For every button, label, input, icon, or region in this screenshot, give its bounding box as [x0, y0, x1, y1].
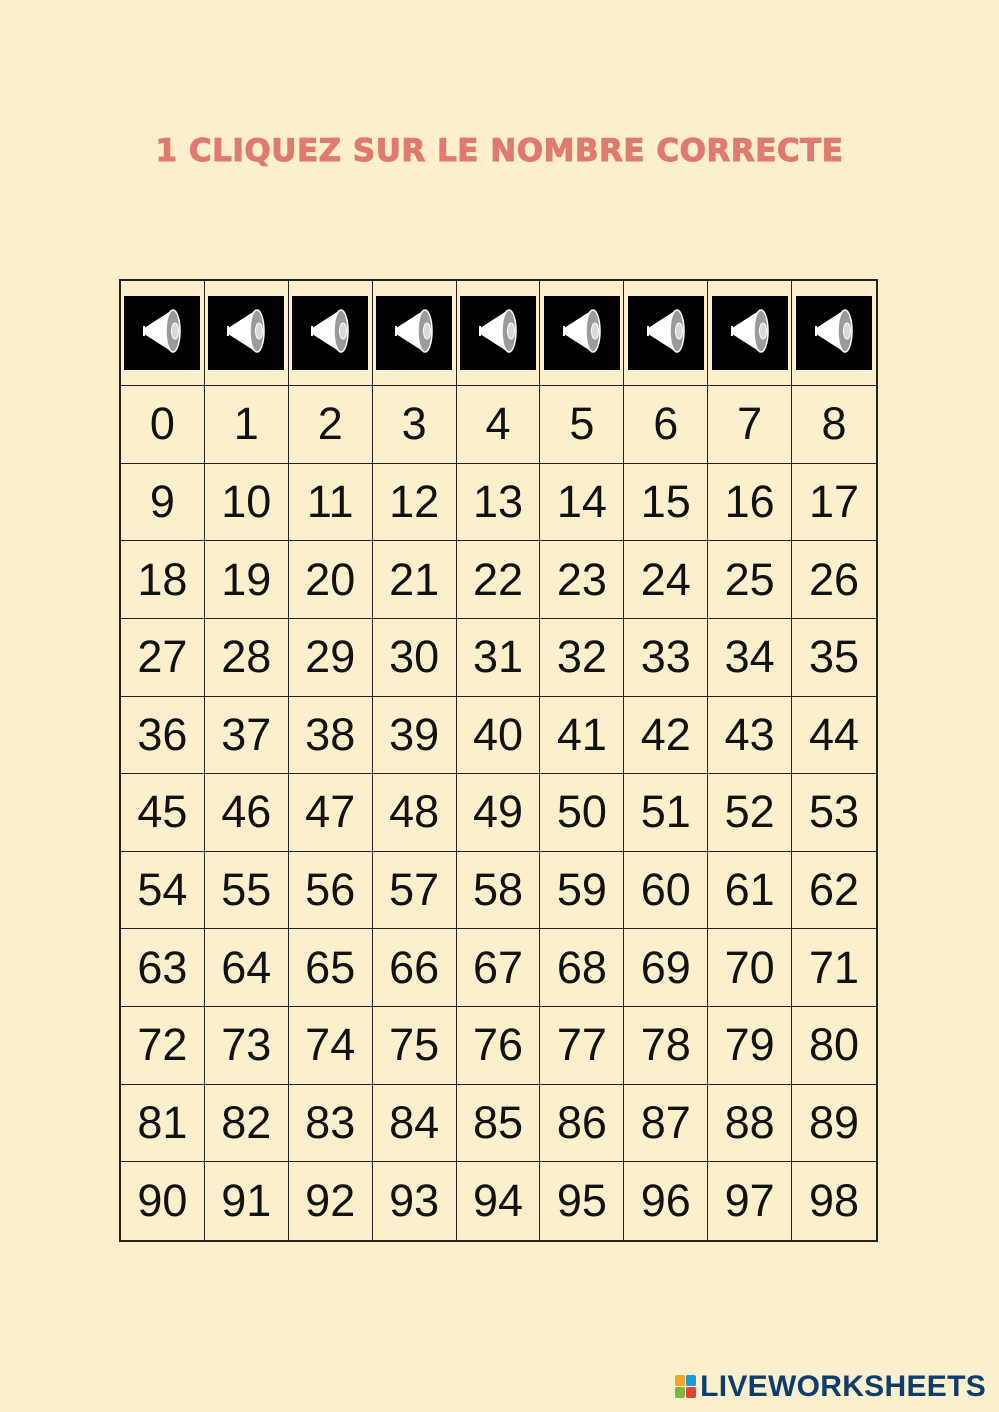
number-cell[interactable]: 63: [121, 929, 205, 1007]
audio-cell: [373, 281, 457, 386]
number-cell[interactable]: 14: [540, 464, 624, 542]
number-cell[interactable]: 74: [289, 1007, 373, 1085]
number-cell[interactable]: 57: [373, 852, 457, 930]
number-cell[interactable]: 10: [205, 464, 289, 542]
number-cell[interactable]: 73: [205, 1007, 289, 1085]
number-cell[interactable]: 28: [205, 619, 289, 697]
number-cell[interactable]: 9: [121, 464, 205, 542]
number-cell[interactable]: 97: [708, 1162, 792, 1240]
number-cell[interactable]: 59: [540, 852, 624, 930]
audio-play-button[interactable]: [712, 296, 788, 370]
liveworksheets-logo-icon: [675, 1375, 697, 1399]
speaker-icon: [803, 302, 865, 365]
audio-cell: [708, 281, 792, 386]
number-cell[interactable]: 31: [457, 619, 541, 697]
number-cell[interactable]: 96: [624, 1162, 708, 1240]
number-cell[interactable]: 88: [708, 1085, 792, 1163]
number-cell[interactable]: 89: [792, 1085, 876, 1163]
number-cell[interactable]: 54: [121, 852, 205, 930]
audio-cell: [121, 281, 205, 386]
audio-play-button[interactable]: [460, 296, 536, 370]
number-cell[interactable]: 52: [708, 774, 792, 852]
number-cell[interactable]: 92: [289, 1162, 373, 1240]
number-cell[interactable]: 17: [792, 464, 876, 542]
number-cell[interactable]: 25: [708, 541, 792, 619]
audio-play-button[interactable]: [544, 296, 620, 370]
number-cell[interactable]: 55: [205, 852, 289, 930]
number-cell[interactable]: 38: [289, 697, 373, 775]
speaker-icon: [299, 302, 361, 365]
number-cell[interactable]: 82: [205, 1085, 289, 1163]
number-cell[interactable]: 24: [624, 541, 708, 619]
number-cell[interactable]: 93: [373, 1162, 457, 1240]
audio-cell: [205, 281, 289, 386]
number-cell[interactable]: 39: [373, 697, 457, 775]
speaker-icon: [551, 302, 613, 365]
speaker-icon: [467, 302, 529, 365]
number-cell[interactable]: 15: [624, 464, 708, 542]
number-cell[interactable]: 16: [708, 464, 792, 542]
audio-play-button[interactable]: [124, 296, 200, 370]
number-cell[interactable]: 8: [792, 386, 876, 464]
number-cell[interactable]: 51: [624, 774, 708, 852]
number-cell[interactable]: 49: [457, 774, 541, 852]
number-cell[interactable]: 61: [708, 852, 792, 930]
number-cell[interactable]: 53: [792, 774, 876, 852]
number-cell[interactable]: 42: [624, 697, 708, 775]
number-cell[interactable]: 34: [708, 619, 792, 697]
audio-cell: [289, 281, 373, 386]
number-cell[interactable]: 36: [121, 697, 205, 775]
brand-name: LIVEWORKSHEETS: [700, 1370, 986, 1403]
number-cell[interactable]: 7: [708, 386, 792, 464]
number-cell[interactable]: 29: [289, 619, 373, 697]
number-cell[interactable]: 33: [624, 619, 708, 697]
number-cell[interactable]: 75: [373, 1007, 457, 1085]
number-cell[interactable]: 87: [624, 1085, 708, 1163]
number-cell[interactable]: 65: [289, 929, 373, 1007]
number-cell[interactable]: 18: [121, 541, 205, 619]
number-cell[interactable]: 30: [373, 619, 457, 697]
number-cell[interactable]: 26: [792, 541, 876, 619]
number-cell[interactable]: 6: [624, 386, 708, 464]
number-cell[interactable]: 62: [792, 852, 876, 930]
number-grid: [119, 279, 878, 1242]
number-cell[interactable]: 86: [540, 1085, 624, 1163]
number-cell[interactable]: 64: [205, 929, 289, 1007]
number-cell[interactable]: 83: [289, 1085, 373, 1163]
number-cell[interactable]: 70: [708, 929, 792, 1007]
audio-cell: [540, 281, 624, 386]
number-cell[interactable]: 35: [792, 619, 876, 697]
number-cell[interactable]: 11: [289, 464, 373, 542]
number-cell[interactable]: 32: [540, 619, 624, 697]
number-cell[interactable]: 20: [289, 541, 373, 619]
number-cell[interactable]: 4: [457, 386, 541, 464]
number-cell[interactable]: 27: [121, 619, 205, 697]
number-cell[interactable]: 21: [373, 541, 457, 619]
number-cell[interactable]: 44: [792, 697, 876, 775]
audio-play-button[interactable]: [628, 296, 704, 370]
number-cell[interactable]: 66: [373, 929, 457, 1007]
speaker-icon: [215, 302, 277, 365]
audio-play-button[interactable]: [796, 296, 872, 370]
number-cell[interactable]: 80: [792, 1007, 876, 1085]
number-cell[interactable]: 77: [540, 1007, 624, 1085]
number-cell[interactable]: 58: [457, 852, 541, 930]
footer-logo: [675, 1370, 986, 1404]
number-cell[interactable]: 67: [457, 929, 541, 1007]
number-cell[interactable]: 98: [809, 1175, 860, 1227]
number-cell[interactable]: 56: [289, 852, 373, 930]
number-cell[interactable]: 48: [373, 774, 457, 852]
audio-cell: [457, 281, 541, 386]
number-cell[interactable]: 46: [205, 774, 289, 852]
number-cell[interactable]: 43: [708, 697, 792, 775]
number-cell[interactable]: 78: [624, 1007, 708, 1085]
number-cell[interactable]: 1: [205, 386, 289, 464]
number-cell[interactable]: 19: [205, 541, 289, 619]
number-cell[interactable]: 71: [792, 929, 876, 1007]
number-cell[interactable]: 2: [289, 386, 373, 464]
number-cell[interactable]: 12: [373, 464, 457, 542]
audio-play-button[interactable]: [292, 296, 368, 370]
number-cell[interactable]: 22: [457, 541, 541, 619]
speaker-icon: [635, 302, 697, 365]
speaker-icon: [383, 302, 445, 365]
number-cell[interactable]: 76: [457, 1007, 541, 1085]
number-cell[interactable]: 68: [540, 929, 624, 1007]
number-cell[interactable]: 37: [205, 697, 289, 775]
audio-play-button[interactable]: [376, 296, 452, 370]
number-cell[interactable]: 79: [708, 1007, 792, 1085]
audio-cell: [624, 281, 708, 386]
number-cell[interactable]: 0: [121, 386, 205, 464]
number-cell[interactable]: 90: [121, 1162, 205, 1240]
number-cell[interactable]: 23: [540, 541, 624, 619]
number-cell[interactable]: 47: [289, 774, 373, 852]
speaker-icon: [131, 302, 193, 365]
audio-play-button[interactable]: [208, 296, 284, 370]
page-title: 1 CLIQUEZ SUR LE NOMBRE CORRECTE: [155, 133, 844, 169]
number-cell[interactable]: 45: [121, 774, 205, 852]
number-cell[interactable]: 13: [457, 464, 541, 542]
number-cell[interactable]: 81: [121, 1085, 205, 1163]
audio-cell: [792, 281, 876, 386]
number-cell[interactable]: 40: [457, 697, 541, 775]
number-cell[interactable]: 95: [540, 1162, 624, 1240]
speaker-icon: [719, 302, 781, 365]
number-cell[interactable]: 60: [624, 852, 708, 930]
number-cell[interactable]: 50: [540, 774, 624, 852]
number-cell[interactable]: 72: [121, 1007, 205, 1085]
number-cell[interactable]: 41: [540, 697, 624, 775]
number-cell[interactable]: 3: [373, 386, 457, 464]
number-cell[interactable]: 94: [457, 1162, 541, 1240]
number-cell[interactable]: 85: [457, 1085, 541, 1163]
number-cell[interactable]: 91: [205, 1162, 289, 1240]
number-cell[interactable]: 84: [373, 1085, 457, 1163]
number-cell[interactable]: 5: [540, 386, 624, 464]
number-cell[interactable]: 69: [624, 929, 708, 1007]
